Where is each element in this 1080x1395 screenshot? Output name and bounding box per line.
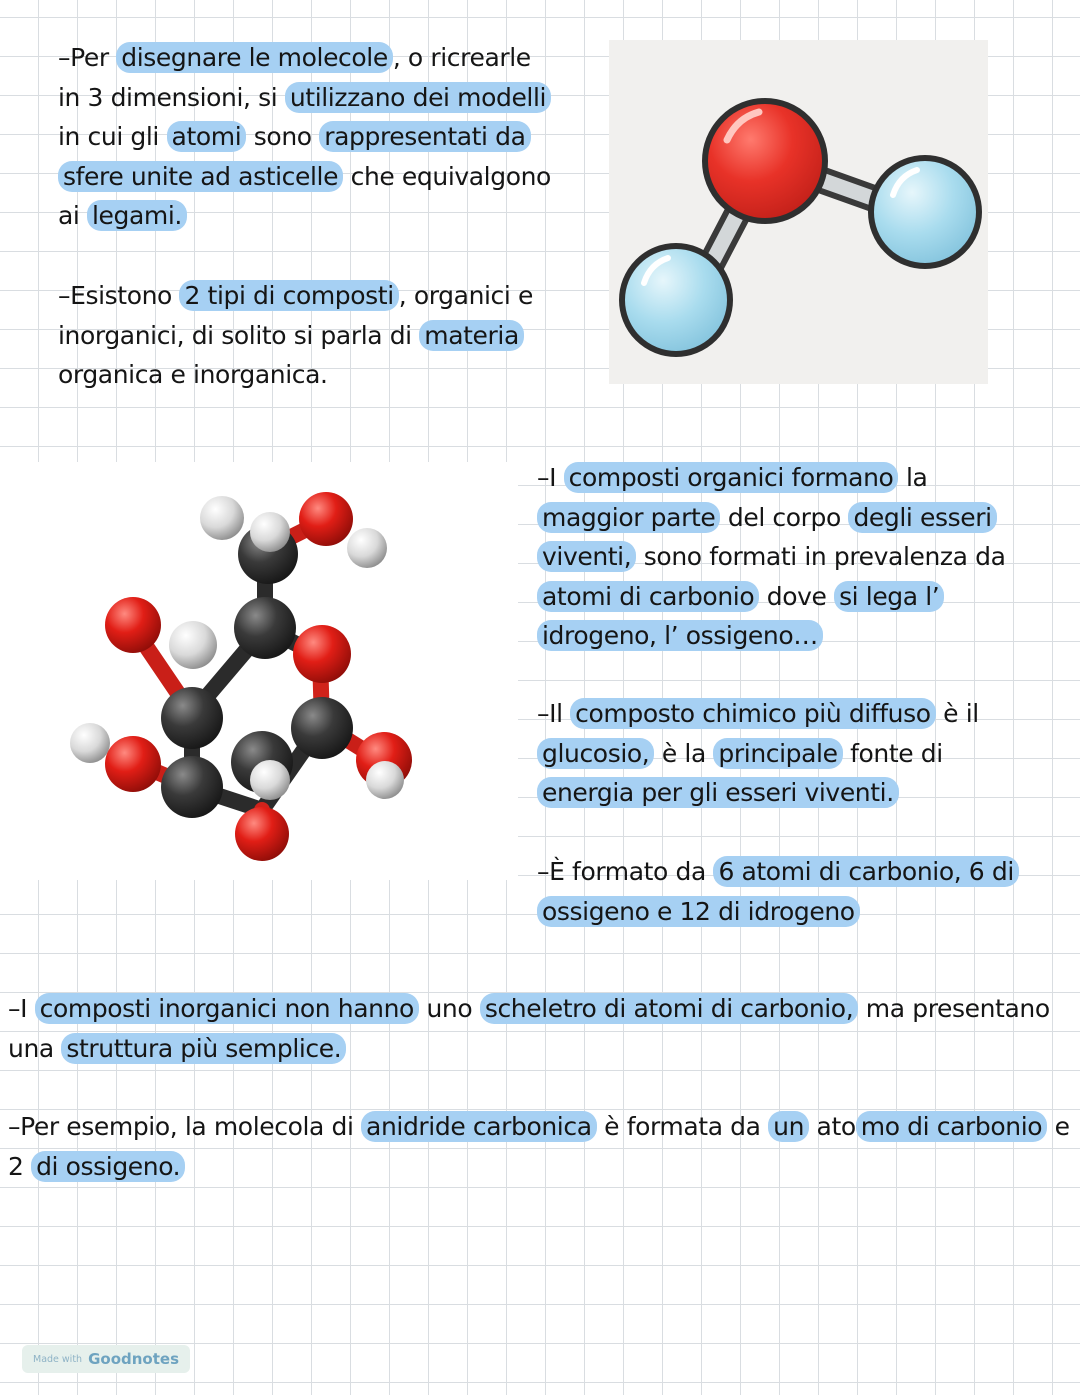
paragraph-glucose-composition <box>537 852 1022 931</box>
text-segment: –Per esempio, la molecola di <box>8 1112 362 1141</box>
highlighted-text: materia <box>419 320 524 351</box>
text-segment: –Per <box>58 43 117 72</box>
text-segment: –I <box>537 463 564 492</box>
highlighted-text: un <box>768 1111 809 1142</box>
glucose-molecule-illustration <box>0 462 518 880</box>
text-segment: è formata da <box>596 1112 769 1141</box>
text-segment: –I <box>8 994 35 1023</box>
highlighted-text: atomi <box>167 121 247 152</box>
highlighted-text: degli esseri viventi, <box>537 502 997 573</box>
highlighted-text: composti inorganici non hanno <box>35 993 419 1024</box>
paragraph-inorganic-compounds <box>8 989 1070 1068</box>
text-segment: del corpo <box>720 502 849 532</box>
paragraph-glucose <box>537 694 1037 813</box>
text-segment: –È formato da <box>537 857 714 886</box>
text-segment: , o ricrearle in 3 dimensioni, si <box>58 43 531 112</box>
paragraph-carbon-dioxide <box>8 1107 1070 1186</box>
highlighted-text: energia per gli esseri viventi. <box>537 777 899 808</box>
text-segment: uno <box>418 994 480 1023</box>
made-with-goodnotes-badge <box>22 1345 190 1373</box>
highlighted-text: composti organici formano <box>564 462 899 493</box>
text-segment: sono formati in prevalenza da <box>636 542 1006 571</box>
paragraph-molecule-models <box>58 38 558 236</box>
text-segment: organica e inorganica. <box>58 360 328 389</box>
text-segment: , organici e inorganici, di solito si parla di <box>58 281 533 350</box>
glucose-molecule-image <box>0 462 518 880</box>
paragraph-organic-compounds <box>537 458 1027 656</box>
highlighted-text: 2 tipi di composti <box>179 280 398 311</box>
highlighted-text: scheletro di atomi di carbonio, <box>480 993 858 1024</box>
footer-prefix: Made with <box>33 1353 83 1365</box>
text-segment: in cui gli <box>58 122 167 151</box>
highlighted-text: anidride carbonica <box>361 1111 597 1142</box>
paragraph-compound-types <box>58 276 558 395</box>
highlighted-text: rappresentati da sfere unite ad asticelle <box>58 121 531 192</box>
highlighted-text: struttura più semplice. <box>61 1033 346 1064</box>
text-segment: è la <box>654 738 714 768</box>
highlighted-text: si lega l’ idrogeno, l’ ossigeno… <box>537 581 944 652</box>
text-segment: ma presentano una <box>8 994 1050 1063</box>
text-segment: la <box>898 463 928 492</box>
text-segment: è il <box>935 699 979 728</box>
highlighted-text: principale <box>713 738 842 769</box>
text-segment: –Esistono <box>58 281 180 310</box>
text-segment: sono <box>246 122 320 151</box>
text-segment: –Il <box>537 699 571 728</box>
highlighted-text: legami. <box>87 200 187 231</box>
text-segment: dove <box>759 581 835 611</box>
highlighted-text: composto chimico più diffuso <box>570 698 935 729</box>
highlighted-text: maggior parte <box>537 502 720 533</box>
highlighted-text: di ossigeno. <box>31 1151 185 1182</box>
water-molecule-image <box>609 40 988 384</box>
highlighted-text: 6 atomi di carbonio, 6 di ossigeno e 12 di idrogeno <box>537 856 1019 927</box>
text-segment: ato <box>809 1112 856 1141</box>
text-segment: fonte di <box>842 738 943 768</box>
highlighted-text: mo di carbonio <box>856 1111 1047 1142</box>
highlighted-text: atomi di carbonio <box>537 581 759 612</box>
footer-brand-name: Goodnotes <box>88 1350 179 1368</box>
text-segment: che equivalgono ai <box>58 161 551 230</box>
highlighted-text: glucosio, <box>537 738 654 769</box>
highlighted-text: utilizzano dei modelli <box>285 82 551 113</box>
water-molecule-illustration <box>609 40 988 384</box>
text-segment: e 2 <box>8 1112 1070 1181</box>
highlighted-text: disegnare le molecole <box>116 42 393 73</box>
